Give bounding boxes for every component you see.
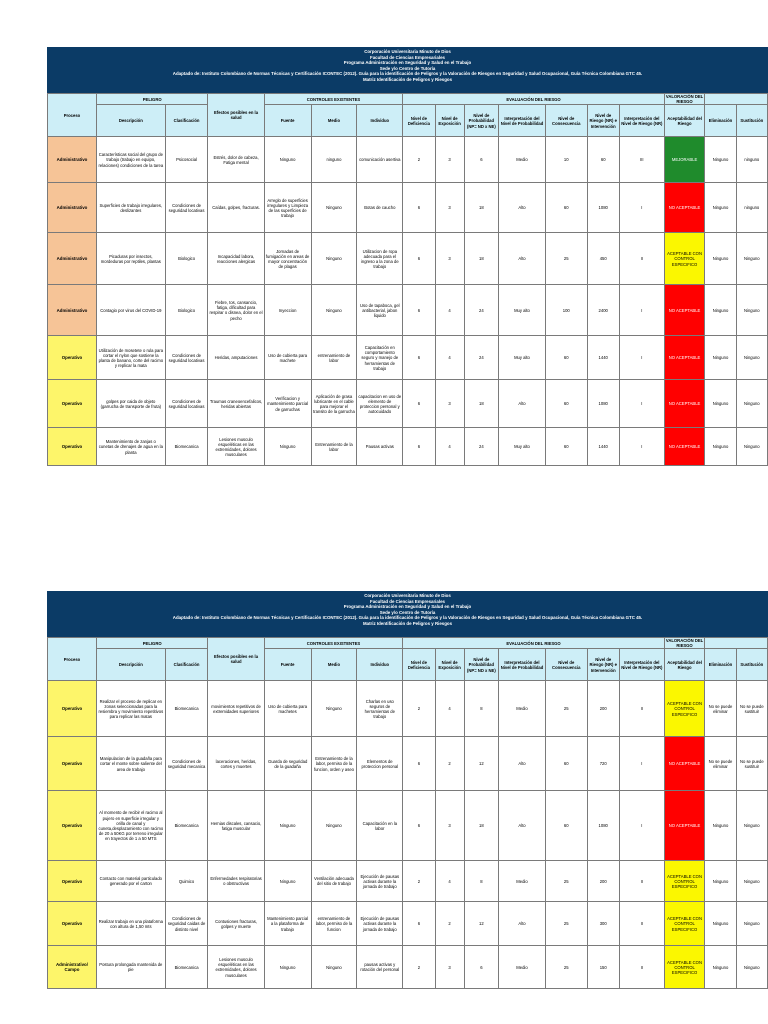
cell-fuente: Ninguno — [264, 137, 311, 183]
group-evaluacion: EVALUACIÓN DEL RIESGO — [403, 638, 665, 649]
hazard-matrix-table — [47, 637, 768, 989]
cell-eliminacion: Ninguno — [705, 336, 736, 380]
hazard-matrix-table — [47, 93, 768, 466]
cell-nr: 200 — [587, 861, 619, 902]
cell-clasificacion: Condiciones de seguridad mecanica — [165, 737, 208, 791]
col-fuente: Fuente — [264, 649, 311, 681]
cell-individuo: Elementos de proteccion personal — [357, 737, 403, 791]
cell-efectos: Lesiones musculo esqueléticas en las extremidades, dolores musculares — [208, 428, 264, 466]
col-medio: Medio — [311, 649, 357, 681]
cell-nd: 6 — [403, 791, 435, 861]
cell-nc: 25 — [545, 233, 587, 285]
col-medio: Medio — [311, 105, 357, 137]
cell-interp-nr: I — [619, 380, 664, 428]
cell-clasificacion: Biomecanica — [165, 791, 208, 861]
cell-nc: 60 — [545, 428, 587, 466]
table-row — [48, 902, 768, 946]
cell-descripcion: Manipulacion de la guadaña para cortar el monte sobre saliente del area de trabajo — [96, 737, 165, 791]
cell-interp-nr: I — [619, 428, 664, 466]
col-ne: Nivel de Exposición — [435, 105, 464, 137]
cell-aceptabilidad: NO ACEPTABLE — [664, 737, 705, 791]
table-row — [48, 681, 768, 737]
header-faculty: Facultad de Ciencias Empresariales — [370, 54, 445, 60]
cell-nr: 1080 — [587, 380, 619, 428]
cell-medio: Entrenamiento de la labor — [311, 428, 357, 466]
header-program: Programa Administración en Seguridad y Salud en el Trabajo — [343, 604, 472, 610]
group-controles: CONTROLES EXISTENTES — [264, 94, 403, 105]
table-body — [48, 681, 768, 989]
cell-descripcion: Contagio por virus del COVID-19 — [96, 285, 165, 336]
cell-nr: 1440 — [587, 428, 619, 466]
cell-efectos: Enfermedades respiratorias o obstructivas — [208, 861, 264, 902]
cell-nr: 1080 — [587, 791, 619, 861]
cell-nc: 10 — [545, 137, 587, 183]
cell-ne: 4 — [435, 428, 464, 466]
cell-nc: 60 — [545, 336, 587, 380]
cell-nr: 200 — [587, 681, 619, 737]
cell-np: 18 — [464, 183, 498, 233]
cell-sustitucion: No se puede sustituir — [736, 681, 767, 737]
cell-medio: Ninguno — [311, 791, 357, 861]
cell-medio: entrenamiento de labor, permiso de la funcion — [311, 902, 357, 946]
cell-clasificacion: Condiciones de seguridad locativas — [165, 183, 208, 233]
col-interp-nr: Interpretación del Nivel de Riesgo (NR) — [619, 105, 664, 137]
cell-fuente: Arreglo de superficies irregulares y Limpieza de las superficies de trabajo — [264, 183, 311, 233]
cell-eliminacion: No se puede eliminar — [705, 681, 736, 737]
cell-sustitucion: Ninguno — [736, 380, 767, 428]
cell-proceso: Administrativo — [48, 137, 97, 183]
cell-aceptabilidad: NO ACEPTABLE — [664, 285, 705, 336]
group-valoracion: VALORACIÓN DEL RIESGO — [665, 638, 704, 649]
cell-descripcion: Superficies de trabajo irregulares, deslizantes — [96, 183, 165, 233]
cell-ne: 4 — [435, 336, 464, 380]
cell-ne: 3 — [435, 137, 464, 183]
cell-individuo: capacitacion en uso de elemento de proteccion personal y autocuidado — [357, 380, 403, 428]
cell-individuo: Pausas activas — [357, 428, 403, 466]
cell-aceptabilidad: ACEPTABLE CON CONTROL ESPECIFICO — [664, 902, 705, 946]
cell-individuo: pausas activas y rotación del personal — [357, 946, 403, 989]
cell-nc: 60 — [545, 380, 587, 428]
cell-clasificacion: Condiciones de seguridad caidas de distinto nivel — [165, 902, 208, 946]
cell-proceso: Administrativo — [48, 285, 97, 336]
cell-ne: 3 — [435, 791, 464, 861]
cell-np: 12 — [464, 737, 498, 791]
cell-individuo: Utilizacion de ropa adecuada para el ingreso a la zona de trabajo — [357, 233, 403, 285]
cell-nd: 2 — [403, 946, 435, 989]
cell-efectos: movimientos repetitivos de extremidades superiores — [208, 681, 264, 737]
cell-aceptabilidad: NO ACEPTABLE — [664, 336, 705, 380]
table-row — [48, 791, 768, 861]
cell-eliminacion: Ninguno — [705, 380, 736, 428]
cell-nc: 25 — [545, 946, 587, 989]
cell-sustitucion: No se puede sustituir — [736, 737, 767, 791]
col-nc: Nivel de Consecuencia — [545, 649, 587, 681]
cell-np: 8 — [464, 681, 498, 737]
table-row — [48, 285, 768, 336]
cell-proceso: Operativo — [48, 861, 97, 902]
cell-clasificacion: Condiciones de seguridad locativas — [165, 380, 208, 428]
header-faculty: Facultad de Ciencias Empresariales — [370, 598, 445, 604]
cell-efectos: Caídas, golpes, fracturas. — [208, 183, 264, 233]
cell-fuente: Ninguno — [264, 861, 311, 902]
table-row — [48, 380, 768, 428]
cell-proceso: Operativo — [48, 380, 97, 428]
table-row — [48, 737, 768, 791]
cell-aceptabilidad: NO ACEPTABLE — [664, 183, 705, 233]
cell-nc: 60 — [545, 183, 587, 233]
cell-efectos: laceraciones, heridas, cortes y muertes — [208, 737, 264, 791]
cell-nr: 60 — [587, 137, 619, 183]
group-peligro: PELIGRO — [96, 94, 207, 105]
cell-proceso: Operativo — [48, 737, 97, 791]
table-row — [48, 336, 768, 380]
cell-ne: 4 — [435, 861, 464, 902]
cell-individuo: comunicación asertiva — [357, 137, 403, 183]
cell-efectos: Lesiones musculo esqueléticas en las extremidades, dolores musculares — [208, 946, 264, 989]
cell-clasificacion: Biomecanica — [165, 681, 208, 737]
cell-nr: 1440 — [587, 336, 619, 380]
cell-aceptabilidad: MEJORABLE — [664, 137, 705, 183]
cell-interp-np: Muy alto — [499, 336, 546, 380]
cell-nc: 60 — [545, 737, 587, 791]
col-aceptabilidad: Aceptabilidad del Riesgo — [664, 105, 705, 137]
cell-aceptabilidad: NO ACEPTABLE — [664, 428, 705, 466]
cell-interp-np: Alto — [499, 183, 546, 233]
col-nr: Nivel de Riesgo (NR) e Intervención — [587, 649, 619, 681]
table-body — [48, 137, 768, 466]
blank-header-cell — [705, 94, 768, 105]
cell-descripcion: Al momento de recibir el racimo al pujero en superficie irregular y orilla de canal y cuneta,desplazamiento con racimo de 20 a 50KG por terreno irregular en trayectos de 1 a 50 MTS — [96, 791, 165, 861]
table-row — [48, 233, 768, 285]
cell-sustitucion: Ninguno — [736, 285, 767, 336]
cell-descripcion: Realizar trabajo en una plataforma con altura de 1,50 mts — [96, 902, 165, 946]
cell-interp-np: Alto — [499, 233, 546, 285]
cell-eliminacion: Ninguno — [705, 946, 736, 989]
cell-interp-nr: II — [619, 946, 664, 989]
group-controles: CONTROLES EXISTENTES — [264, 638, 403, 649]
cell-ne: 3 — [435, 380, 464, 428]
cell-interp-np: Alto — [499, 737, 546, 791]
cell-descripcion: Realizar el proceso de replicar en zonas seleccionadas para la resiembra y movimiento repetitivos para replicar las matas — [96, 681, 165, 737]
cell-interp-nr: II — [619, 902, 664, 946]
cell-medio: entrenamiento de labor — [311, 336, 357, 380]
cell-aceptabilidad: ACEPTABLE CON CONTROL ESPECIFICO — [664, 681, 705, 737]
cell-ne: 4 — [435, 681, 464, 737]
cell-nd: 6 — [403, 737, 435, 791]
cell-fuente: Verificacion y mantenimiento parcial de garruchas — [264, 380, 311, 428]
cell-individuo: Capacitación en la labor — [357, 791, 403, 861]
cell-interp-np: Medio — [499, 946, 546, 989]
cell-interp-np: Alto — [499, 902, 546, 946]
col-eliminacion: Eliminación — [705, 649, 736, 681]
col-individuo: Individuo — [357, 649, 403, 681]
cell-nd: 2 — [403, 681, 435, 737]
col-sustitucion: Sustitución — [736, 649, 767, 681]
cell-ne: 3 — [435, 946, 464, 989]
table-row — [48, 861, 768, 902]
col-clasificacion: Clasificación — [165, 105, 208, 137]
cell-ne: 3 — [435, 233, 464, 285]
cell-eliminacion: Ninguno — [705, 183, 736, 233]
sheet-header — [47, 591, 768, 637]
col-nd: Nivel de Deficiencia — [403, 105, 435, 137]
cell-np: 18 — [464, 791, 498, 861]
cell-sustitucion: ninguno — [736, 137, 767, 183]
cell-medio: Ventilación adecuada del sitio de trabajo — [311, 861, 357, 902]
header-sede: Sede y/o Centro de Tutoría — [379, 65, 436, 71]
cell-interp-np: Medio — [499, 861, 546, 902]
col-individuo: Individuo — [357, 105, 403, 137]
cell-interp-nr: II — [619, 233, 664, 285]
cell-eliminacion: Ninguno — [705, 902, 736, 946]
cell-efectos: Hernias discales, cansacio, fatiga muscular — [208, 791, 264, 861]
header-matrix-title: Matriz Identificación de Peligros y Riesgos — [362, 76, 453, 82]
col-efectos: Efectos posibles en la salud — [208, 94, 264, 137]
cell-ne: 4 — [435, 285, 464, 336]
cell-efectos: Contusiones fracturas, golpes y muerte — [208, 902, 264, 946]
cell-ne: 2 — [435, 737, 464, 791]
cell-interp-nr: I — [619, 183, 664, 233]
cell-clasificacion: Biologico — [165, 285, 208, 336]
col-nc: Nivel de Consecuencia — [545, 105, 587, 137]
cell-nr: 300 — [587, 902, 619, 946]
cell-proceso: Operativo — [48, 428, 97, 466]
table-row — [48, 183, 768, 233]
cell-medio: Ninguno — [311, 681, 357, 737]
cell-fuente: Inyeccion — [264, 285, 311, 336]
col-eliminacion: Eliminación — [705, 105, 736, 137]
cell-interp-nr: I — [619, 791, 664, 861]
cell-nd: 6 — [403, 336, 435, 380]
cell-medio: Ninguno — [311, 285, 357, 336]
cell-fuente: Ninguno — [264, 946, 311, 989]
group-valoracion: VALORACIÓN DEL RIESGO — [665, 94, 704, 105]
col-clasificacion: Clasificación — [165, 649, 208, 681]
cell-interp-np: Alto — [499, 380, 546, 428]
cell-clasificacion: Biomecanica — [165, 428, 208, 466]
cell-np: 18 — [464, 380, 498, 428]
cell-medio: Ninguno — [311, 183, 357, 233]
header-sede: Sede y/o Centro de Tutoría — [379, 609, 436, 615]
cell-aceptabilidad: ACEPTABLE CON CONTROL ESPECIFICO — [664, 233, 705, 285]
cell-individuo: Ejecución de pausas activas durante la jornada de trabajo — [357, 861, 403, 902]
cell-medio: Ninguno — [311, 233, 357, 285]
cell-individuo: Botas de caucho — [357, 183, 403, 233]
col-proceso: Proceso — [48, 94, 97, 137]
cell-nd: 6 — [403, 380, 435, 428]
cell-nd: 6 — [403, 428, 435, 466]
cell-interp-np: Medio — [499, 681, 546, 737]
matrix-sheet-1 — [47, 47, 768, 466]
cell-sustitucion: Ninguno — [736, 233, 767, 285]
cell-nd: 2 — [403, 861, 435, 902]
cell-nd: 6 — [403, 285, 435, 336]
cell-sustitucion: Ninguno — [736, 791, 767, 861]
cell-medio: Aplicación de grasa lubricante en el cable para mejorar el transito de la garrucha — [311, 380, 357, 428]
col-np: Nivel de Probabilidad (NP= ND x NE) — [464, 105, 498, 137]
cell-nr: 450 — [587, 233, 619, 285]
cell-interp-nr: II — [619, 861, 664, 902]
cell-sustitucion: Ninguno — [736, 336, 767, 380]
cell-eliminacion: Ninguno — [705, 861, 736, 902]
cell-descripcion: golpes por caida de objeto (garrucha de transporte de fruta) — [96, 380, 165, 428]
cell-aceptabilidad: ACEPTABLE CON CONTROL ESPECIFICO — [664, 946, 705, 989]
cell-proceso: Administrativo — [48, 183, 97, 233]
cell-fuente: Jornadas de fumigación en areas de mayor concentración de plagas — [264, 233, 311, 285]
cell-proceso: Operativo — [48, 681, 97, 737]
cell-proceso: Operativo — [48, 902, 97, 946]
cell-efectos: Estrés, dolor de cabeza, Fatiga mental — [208, 137, 264, 183]
cell-individuo: Uso de tapaboca, gel antibacterial, jabon liquido — [357, 285, 403, 336]
cell-fuente: Uso de cubierta para machete — [264, 336, 311, 380]
blank-header-cell — [705, 638, 768, 649]
col-descripcion: Descripción — [96, 649, 165, 681]
cell-eliminacion: No se puede eliminar — [705, 737, 736, 791]
cell-nc: 60 — [545, 791, 587, 861]
cell-efectos: Fiebre, tos, cansancio, fatiga, dificultad para respirar o disnea, dolor en el pecho — [208, 285, 264, 336]
cell-eliminacion: Ninguno — [705, 428, 736, 466]
cell-fuente: Ninguno — [264, 428, 311, 466]
table-row — [48, 946, 768, 989]
cell-nc: 25 — [545, 681, 587, 737]
sheet-header — [47, 47, 768, 93]
cell-proceso: Operativo — [48, 336, 97, 380]
cell-sustitucion: Ninguno — [736, 902, 767, 946]
cell-medio: ninguno — [311, 137, 357, 183]
cell-fuente: Mantenimiento parcial a la plataforma de trabajo — [264, 902, 311, 946]
col-interp-np: Interpretación del Nivel de Probabilidad — [499, 105, 546, 137]
cell-aceptabilidad: NO ACEPTABLE — [664, 791, 705, 861]
cell-np: 18 — [464, 233, 498, 285]
col-interp-nr: Interpretación del Nivel de Riesgo (NR) — [619, 649, 664, 681]
cell-np: 8 — [464, 861, 498, 902]
cell-descripcion: Contacto con material particulado generado por el carton — [96, 861, 165, 902]
header-adaptado: Adaptado de: Instituto Colombiano de Normas Técnicas y Certificación ICONTEC (2012). Guía para la identificación de Peligros y la Valoración de Riesgos en Seguridad y Salud Ocupacional, Guía Técnica Colombiana GTC 45. — [172, 71, 643, 77]
cell-efectos: Incapacidad labora, reacciones alergicas — [208, 233, 264, 285]
cell-descripcion: Utilización de mosetete o rula para cortar el nylon que sostiene la planta de banano, corte del racimo y replicar la mata — [96, 336, 165, 380]
cell-clasificacion: Condiciones de seguridad locativas — [165, 336, 208, 380]
group-evaluacion: EVALUACIÓN DEL RIESGO — [403, 94, 665, 105]
cell-eliminacion: Ninguno — [705, 791, 736, 861]
cell-proceso: Operativo — [48, 791, 97, 861]
cell-interp-np: Medio — [499, 137, 546, 183]
cell-aceptabilidad: NO ACEPTABLE — [664, 380, 705, 428]
cell-interp-nr: II — [619, 681, 664, 737]
header-matrix-title: Matriz Identificación de Peligros y Riesgos — [362, 620, 453, 626]
cell-np: 24 — [464, 336, 498, 380]
cell-nd: 6 — [403, 233, 435, 285]
cell-nd: 6 — [403, 183, 435, 233]
col-ne: Nivel de Exposición — [435, 649, 464, 681]
cell-interp-nr: I — [619, 285, 664, 336]
cell-interp-np: Alto — [499, 791, 546, 861]
cell-eliminacion: Ninguno — [705, 233, 736, 285]
cell-descripcion: Postura prolongada mantenida de pie — [96, 946, 165, 989]
cell-efectos: Traumas craneoencefalicos, heridas abiertas — [208, 380, 264, 428]
col-descripcion: Descripción — [96, 105, 165, 137]
cell-proceso: Administrativo — [48, 233, 97, 285]
col-sustitucion: Sustitución — [736, 105, 767, 137]
cell-medio: Ninguno — [311, 946, 357, 989]
col-efectos: Efectos posibles en la salud — [208, 638, 264, 681]
cell-individuo: Charlas en uso seguros de herramientas de trabajo — [357, 681, 403, 737]
cell-nc: 25 — [545, 902, 587, 946]
cell-np: 6 — [464, 946, 498, 989]
cell-individuo: Capacitación en comportamiento seguro y manejo de herramientas de trabajo — [357, 336, 403, 380]
cell-aceptabilidad: ACEPTABLE CON CONTROL ESPECIFICO — [664, 861, 705, 902]
cell-np: 12 — [464, 902, 498, 946]
cell-descripcion: Picaduras por insectos, mordeduras por reptiles, plantas — [96, 233, 165, 285]
cell-individuo: Ejecución de pausas activas durante la jornada de trabajo — [357, 902, 403, 946]
cell-efectos: Heridas, amputaciones — [208, 336, 264, 380]
cell-fuente: Uso de cubierta para machetes — [264, 681, 311, 737]
table-row — [48, 428, 768, 466]
cell-sustitucion: Ninguno — [736, 861, 767, 902]
cell-nc: 25 — [545, 861, 587, 902]
col-proceso: Proceso — [48, 638, 97, 681]
cell-sustitucion: ninguno — [736, 183, 767, 233]
cell-interp-np: Muy alto — [499, 428, 546, 466]
cell-sustitucion: Ninguno — [736, 946, 767, 989]
group-peligro: PELIGRO — [96, 638, 207, 649]
cell-descripcion: Características social del grupo de trabajo (trabajo en equipo, relaciones) condiciones de la tarea — [96, 137, 165, 183]
header-program: Programa Administración en Seguridad y Salud en el Trabajo — [343, 60, 472, 66]
cell-ne: 2 — [435, 902, 464, 946]
cell-np: 6 — [464, 137, 498, 183]
cell-nr: 150 — [587, 946, 619, 989]
cell-ne: 3 — [435, 183, 464, 233]
cell-nr: 1080 — [587, 183, 619, 233]
cell-fuente: Guarda de seguridad de la guadaña — [264, 737, 311, 791]
cell-clasificacion: Quimico — [165, 861, 208, 902]
cell-interp-nr: III — [619, 137, 664, 183]
cell-eliminacion: Ninguno — [705, 285, 736, 336]
cell-descripcion: Mantenimiento de zanjas o cunetas de drenajes de agua en la planta — [96, 428, 165, 466]
col-nr: Nivel de Riesgo (NR) e Intervención — [587, 105, 619, 137]
cell-interp-np: Muy alto — [499, 285, 546, 336]
cell-interp-nr: I — [619, 336, 664, 380]
table-row — [48, 137, 768, 183]
cell-nd: 2 — [403, 137, 435, 183]
cell-nr: 2400 — [587, 285, 619, 336]
cell-clasificacion: Biologico — [165, 233, 208, 285]
col-nd: Nivel de Deficiencia — [403, 649, 435, 681]
col-np: Nivel de Probabilidad (NP= ND x NE) — [464, 649, 498, 681]
cell-proceso: Administrativo/ Campo — [48, 946, 97, 989]
header-institution: Corporación Universitaria Minuto de Dios — [364, 49, 451, 54]
cell-np: 24 — [464, 285, 498, 336]
col-aceptabilidad: Aceptabilidad del Riesgo — [664, 649, 705, 681]
cell-sustitucion: Ninguno — [736, 428, 767, 466]
col-interp-np: Interpretación del Nivel de Probabilidad — [499, 649, 546, 681]
cell-interp-nr: I — [619, 737, 664, 791]
cell-nc: 100 — [545, 285, 587, 336]
col-fuente: Fuente — [264, 105, 311, 137]
cell-eliminacion: Ninguno — [705, 137, 736, 183]
cell-clasificacion: Biomecanica — [165, 946, 208, 989]
cell-clasificacion: Psicosocial — [165, 137, 208, 183]
header-institution: Corporación Universitaria Minuto de Dios — [364, 593, 451, 598]
header-adaptado: Adaptado de: Instituto Colombiano de Normas Técnicas y Certificación ICONTEC (2012). Guía para la identificación de Peligros y la Valoración de Riesgos en Seguridad y Salud Ocupacional, Guía Técnica Colombiana GTC 45. — [172, 615, 643, 621]
cell-nd: 6 — [403, 902, 435, 946]
cell-nr: 720 — [587, 737, 619, 791]
matrix-sheet-2 — [47, 591, 768, 989]
cell-medio: Entrenamiento de la labor, permiso de la funcion, orden y aseo — [311, 737, 357, 791]
cell-np: 24 — [464, 428, 498, 466]
cell-fuente: Ninguno — [264, 791, 311, 861]
